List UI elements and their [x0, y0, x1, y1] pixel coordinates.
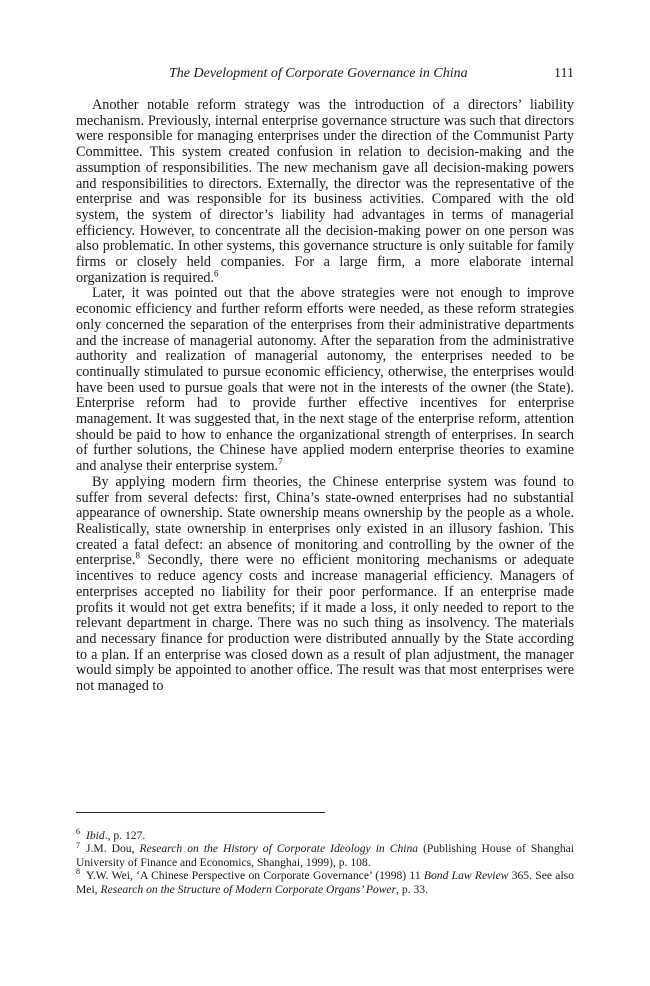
paragraph-text: Another notable reform strategy was the introduction of a directors’ liability mechanism. Previously, internal enterprise governance structure was such that directors were responsible for managing enterprises under the direction of the Communist Party Committee. This system created confusion in relation to decision-making and the assumption of responsibilities. The new mechanism gave all decision-making powers and responsibilities to directors. Externally, the director was the representative of the enterprise and was responsible for its business activities. Compared with the old system, the system of director’s liability had advantages in terms of managerial efficiency. However, to concentrate all the decision-making power on one person was also problematic. In other systems, this governance structure is only suitable for family firms or closely held companies. For a large firm, a more elaborate internal organization is required.: [76, 97, 574, 286]
footnote-text: ., p. 127.: [104, 829, 146, 842]
footnote-text: (Publishing House of Shanghai University of Finance and Economics, Shanghai, 1999), p. 108.: [76, 842, 574, 869]
footnote-number: 7: [76, 840, 80, 850]
paragraph-text-continued: Secondly, there were no efficient monitoring mechanisms or adequate incentives to reduce agency costs and increase managerial efficiency. Managers of enterprises accepted no liability for their poor performance. If an enterprise made profits it would not get extra benefits; if it made a loss, it only needed to report to the relevant department in charge. There was no such thing as insolvency. The materials and necessary finance for production were distributed annually by the State according to a plan. If an enterprise was closed down as a result of plan adjustment, the manager would simply be appointed to another office. The result was that most enterprises were not managed to: [76, 552, 574, 695]
paragraph-text: Later, it was pointed out that the above strategies were not enough to improve economic efficiency and further reform efforts were needed, as these reform strategies only concerned the separation of the enterprises from their administrative departments and the increase of managerial autonomy. After the separation from the administrative authority and realization of managerial autonomy, the enterprises needed to be continually stimulated to pursue economic efficiency, otherwise, the enterprises would have been used to pursue goals that were not in the interests of the owner (the State). Enterprise reform had to provide further effective incentives for enterprise management. It was suggested that, in the next stage of the enterprise reform, attention should be paid to how to enhance the organizational strength of enterprises. In search of further solutions, the Chinese have applied modern enterprise theories to examine and analyse their enterprise system.: [76, 285, 574, 475]
paragraph: [76, 475, 574, 695]
footnote-text: Y.W. Wei, ‘A Chinese Perspective on Corporate Governance’ (1998) 11: [86, 869, 424, 883]
footnote-ref: 7: [278, 456, 283, 467]
footnotes: [76, 829, 574, 896]
paragraph-text: By applying modern firm theories, the Chinese enterprise system was found to suffer from several defects: first, China’s state-owned enterprises had no substantial appearance of ownership. State ownership means ownership by the people as a whole. Realistically, state ownership in enterprises only existed in an illusory fashion. This created a fatal defect: an absence of monitoring and controlling by the owner of the enterprise.: [76, 473, 574, 569]
footnote-ref: 6: [214, 268, 219, 278]
body-text: [76, 98, 574, 695]
footnote-number: 6: [76, 827, 80, 837]
footnote-italic: Bond Law Review: [423, 869, 509, 883]
footnote: [76, 842, 574, 869]
footnote: [76, 829, 574, 842]
footnote-text: 365. See also Mei,: [76, 869, 574, 896]
page-number: 111: [554, 66, 574, 81]
footnote-italic: Research on the Structure of Modern Corporate Organs’ Power: [100, 882, 397, 896]
footnote-text: , p. 33.: [396, 882, 428, 896]
footnote-ref: 8: [135, 550, 140, 561]
footnote-separator: [76, 812, 325, 813]
paragraph: [76, 98, 574, 286]
footnote-text: J.M. Dou,: [86, 842, 140, 856]
paragraph: [76, 286, 574, 474]
running-header: [76, 66, 574, 84]
footnote-number: 8: [76, 867, 80, 877]
footnote: [76, 869, 574, 896]
footnote-italic: Ibid: [86, 829, 105, 842]
footnote-italic: Research on the History of Corporate Ideology in China: [139, 842, 419, 856]
running-title: The Development of Corporate Governance in China: [169, 66, 468, 81]
